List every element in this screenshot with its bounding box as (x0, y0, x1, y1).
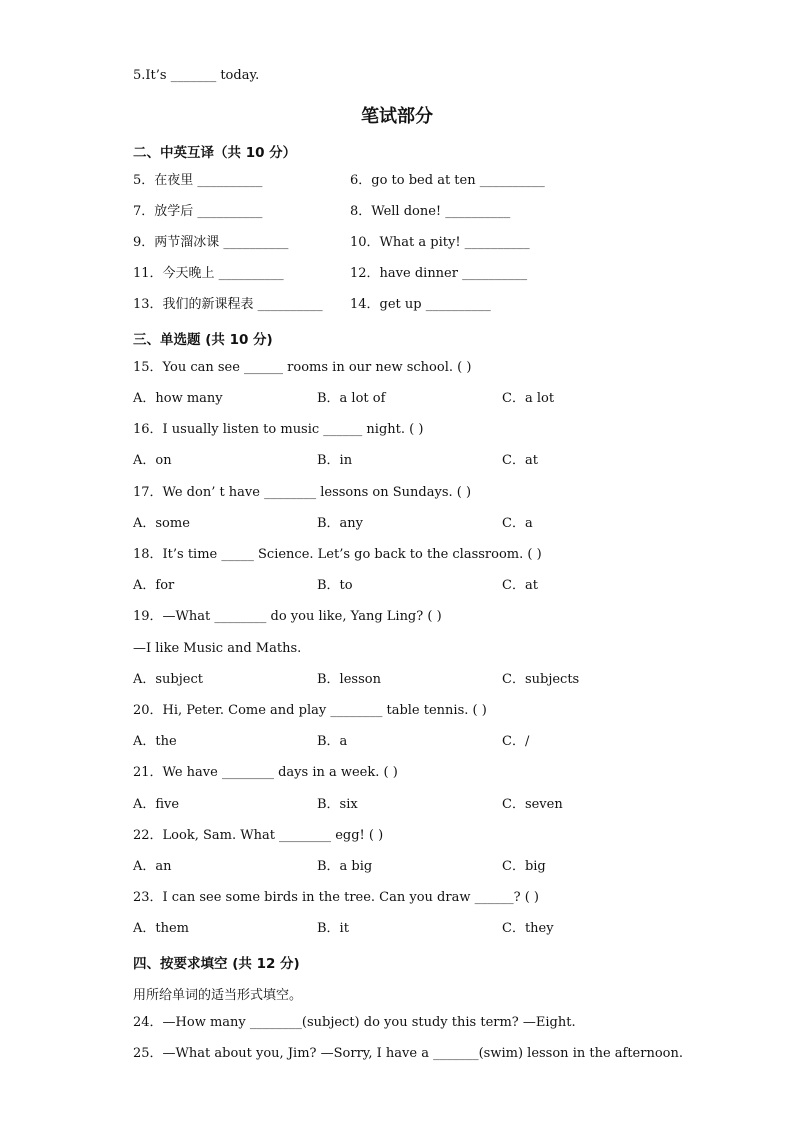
fill-question: 24．—How many ________(subject) do you study this term? —Eight. (133, 1015, 576, 1030)
question-text: 21．We have ________ days in a week. ( ) (133, 765, 398, 780)
option-b: B．a (317, 734, 348, 749)
fill-instruction: 用所给单词的适当形式填空。 (133, 988, 303, 1003)
option-a: A．for (133, 578, 175, 593)
page-title: 笔试部分 (361, 106, 433, 127)
translate-item: 8．Well done! __________ (350, 204, 511, 219)
option-b: B．six (317, 797, 358, 812)
question-text: 16．I usually listen to music ______ night. ( ) (133, 422, 424, 437)
option-c: C．seven (502, 797, 563, 812)
option-b: B．lesson (317, 672, 381, 687)
translate-item: 9．两节溜冰课 __________ (133, 235, 289, 250)
option-b: B．a big (317, 859, 373, 874)
question-text: 17．We don’ t have ________ lessons on Sundays. ( ) (133, 485, 472, 500)
option-c: C．/ (502, 734, 530, 749)
option-a: A．the (133, 734, 177, 749)
translate-item: 10．What a pity! __________ (350, 235, 530, 250)
fill-question: 25．—What about you, Jim? —Sorry, I have a _______(swim) lesson in the afternoon. (133, 1046, 683, 1061)
question-text: 18．It’s time _____ Science. Let’s go back to the classroom. ( ) (133, 547, 542, 562)
previous-question-line: 5.It’s _______ today. (133, 68, 260, 83)
option-b: B．it (317, 921, 349, 936)
question-text: 20．Hi, Peter. Come and play ________ table tennis. ( ) (133, 703, 487, 718)
option-a: A．an (133, 859, 172, 874)
option-a: A．some (133, 516, 190, 531)
translate-item: 13．我们的新课程表 __________ (133, 297, 323, 312)
option-b: B．in (317, 453, 353, 468)
question-text: 15．You can see ______ rooms in our new school. ( ) (133, 360, 472, 375)
translate-item: 5．在夜里 __________ (133, 173, 263, 188)
option-b: B．any (317, 516, 364, 531)
section-heading-fill-blanks: 四、按要求填空 (共 12 分) (133, 956, 300, 972)
option-a: A．how many (133, 391, 223, 406)
option-b: B．to (317, 578, 353, 593)
section-heading-translation: 二、中英互译（共 10 分） (133, 145, 297, 161)
option-a: A．on (133, 453, 172, 468)
option-c: C．big (502, 859, 546, 874)
option-c: C．they (502, 921, 554, 936)
question-text: 19．—What ________ do you like, Yang Ling? ( ) (133, 609, 442, 624)
option-c: C．a (502, 516, 533, 531)
question-text: 22．Look, Sam. What ________ egg! ( ) (133, 828, 384, 843)
option-c: C．a lot (502, 391, 555, 406)
question-response-line: —I like Music and Maths. (133, 641, 302, 656)
option-b: B．a lot of (317, 391, 386, 406)
section-heading-multiple-choice: 三、单选题 (共 10 分) (133, 332, 273, 348)
translate-item: 12．have dinner __________ (350, 266, 528, 281)
option-c: C．subjects (502, 672, 580, 687)
translate-item: 14．get up __________ (350, 297, 491, 312)
option-c: C．at (502, 453, 538, 468)
translate-item: 11．今天晚上 __________ (133, 266, 284, 281)
translate-item: 7．放学后 __________ (133, 204, 263, 219)
option-a: A．five (133, 797, 180, 812)
option-a: A．them (133, 921, 190, 936)
option-a: A．subject (133, 672, 203, 687)
option-c: C．at (502, 578, 538, 593)
question-text: 23．I can see some birds in the tree. Can you draw ______? ( ) (133, 890, 539, 905)
translate-item: 6．go to bed at ten __________ (350, 173, 545, 188)
